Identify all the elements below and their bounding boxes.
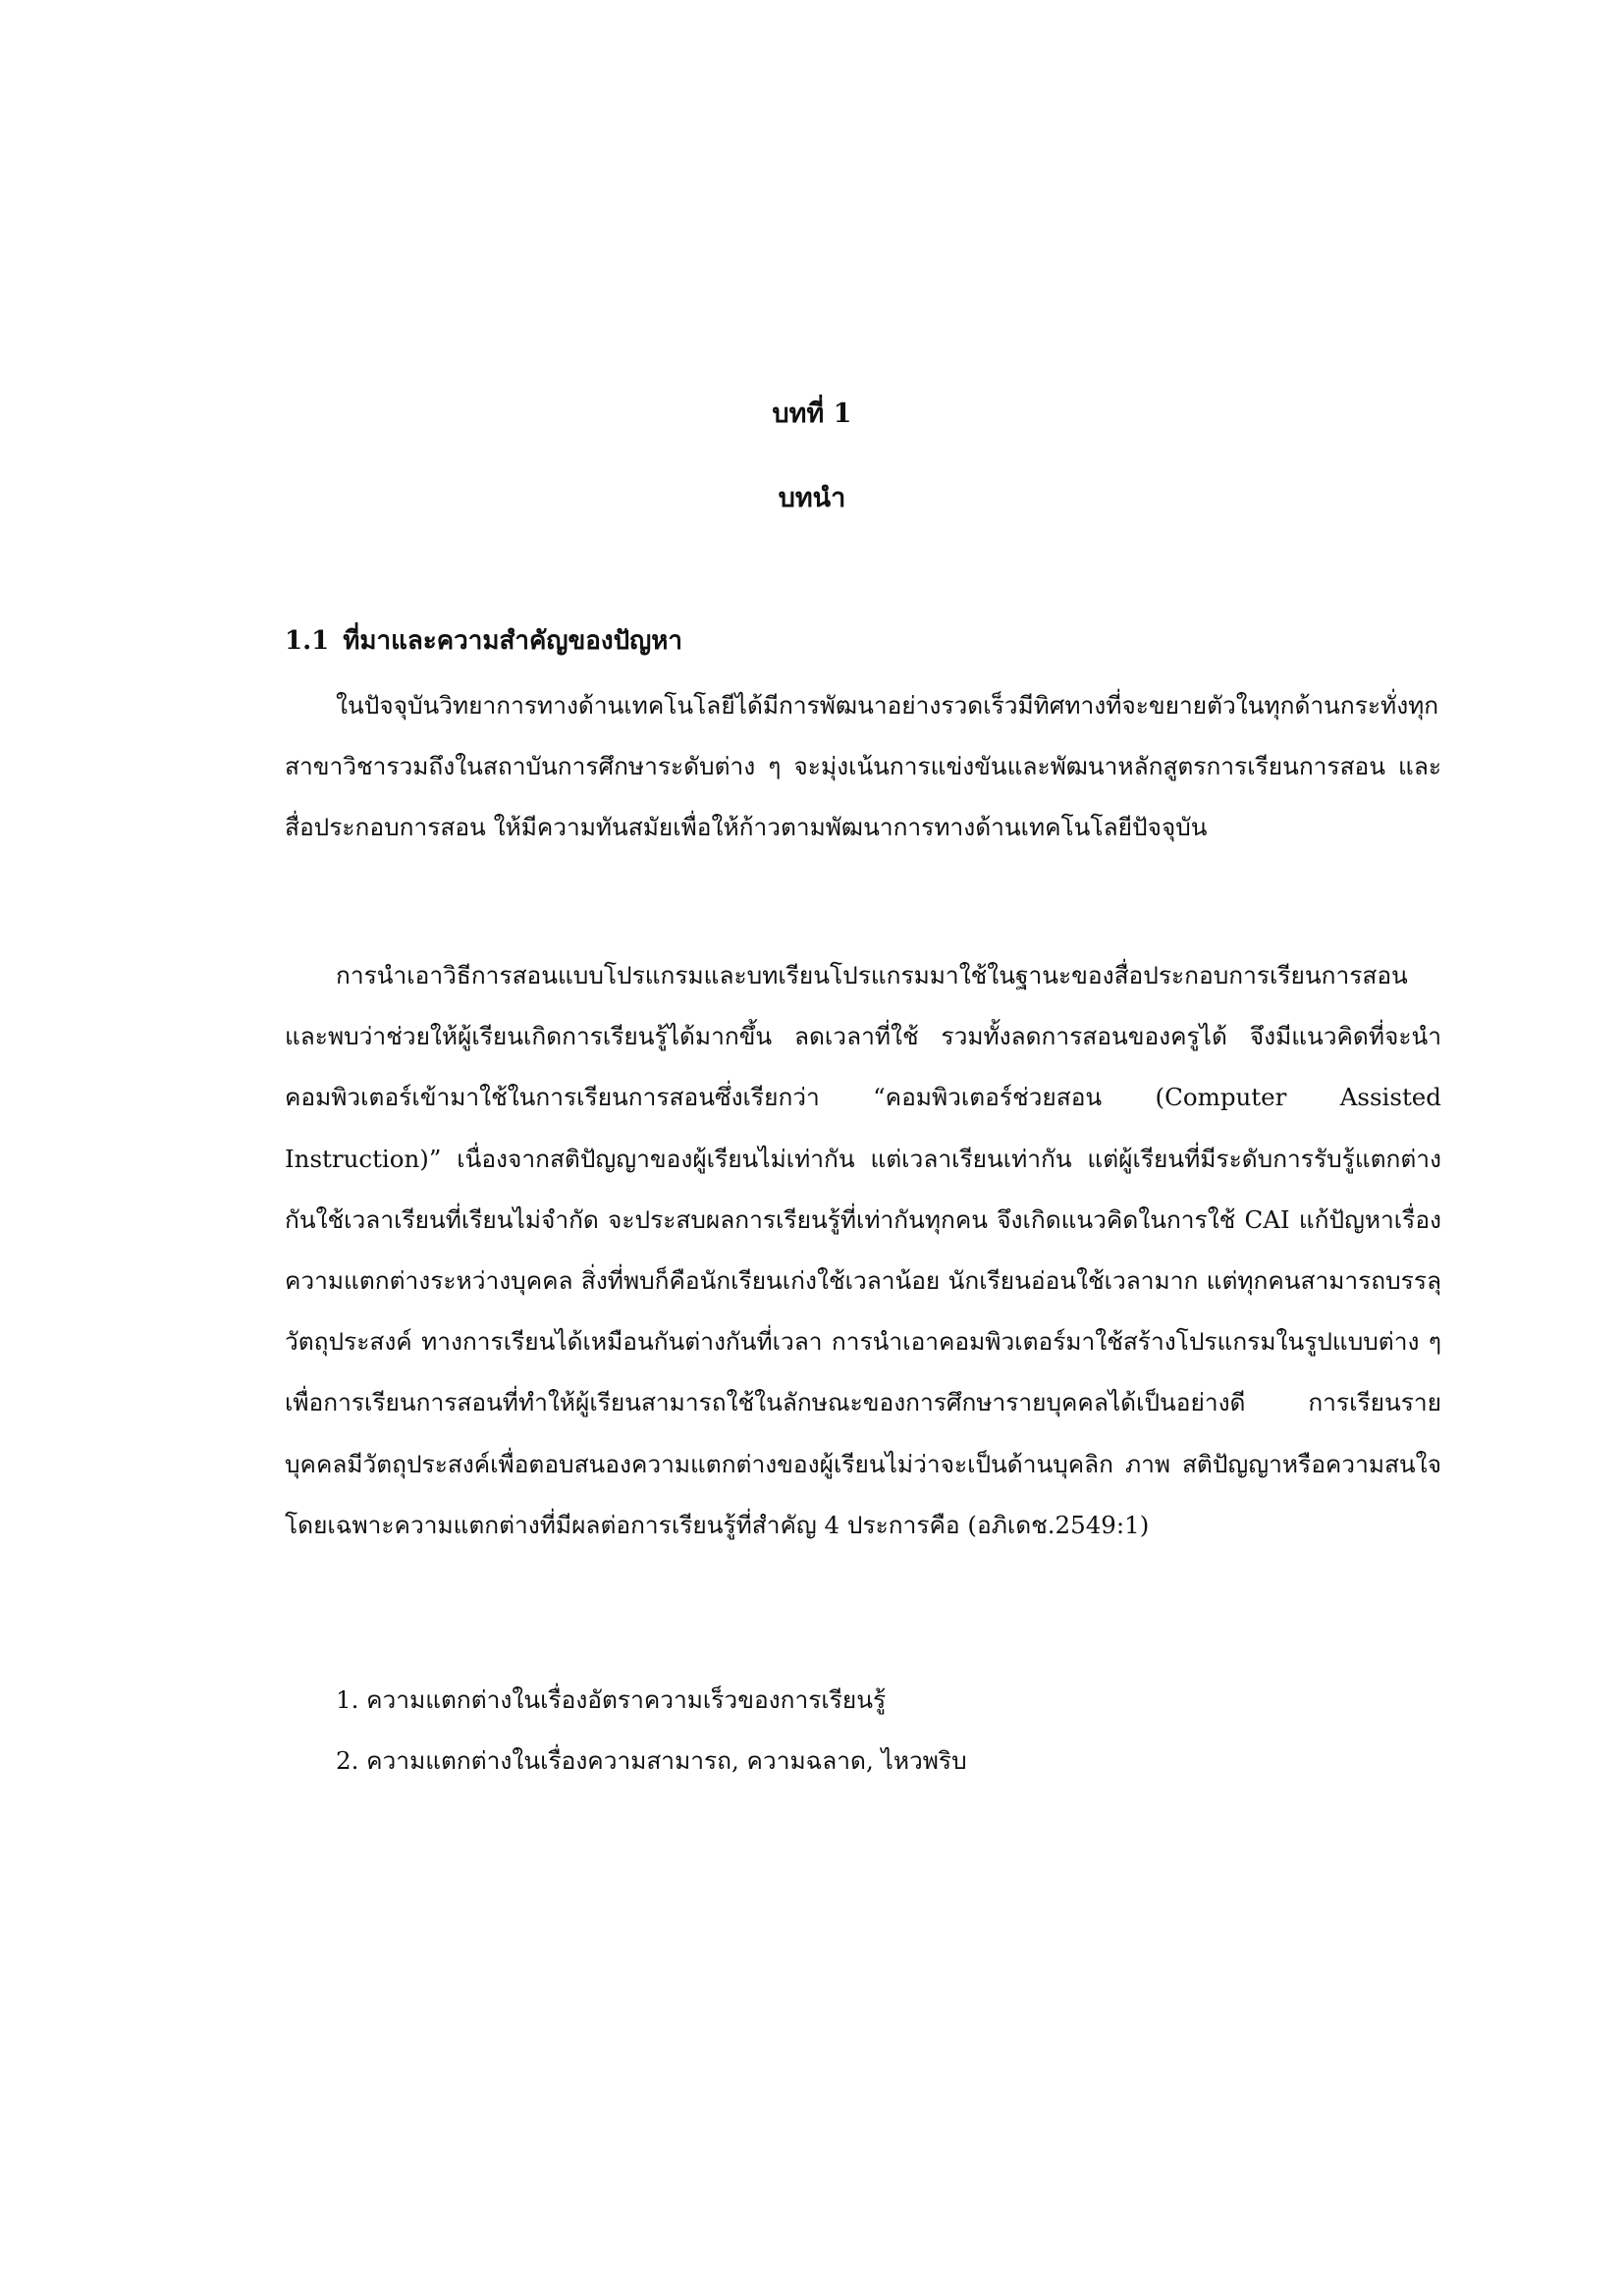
chapter-title: บทนำ [778,483,846,513]
list-item-1: 1. ความแตกต่างในเรื่องอัตราความเร็วของการเรียนรู้ [336,1685,887,1714]
section-heading [285,621,682,661]
chapter-number: บทที่ 1 [772,399,852,429]
section-title: ที่มาและความสำคัญของปัญหา [343,626,682,656]
paragraph-1: ในปัจจุบันวิทยาการทางด้านเทคโนโลยีได้มีการพัฒนาอย่างรวดเร็วมีทิศทางที่จะขยายตัวในทุกด้านกระทั่งทุกสาขาวิชารวมถึงในสถาบันการศึกษาระดับต่าง ๆ จะมุ่งเน้นการแข่งขันและพัฒนาหลักสูตรการเรียนการสอน และสื่อประกอบการสอน ให้มีความทันสมัยเพื่อให้ก้าวตามพัฒนาการทางด้านเทคโนโลยีปัจจุบัน [285,691,1441,842]
section-number: 1.1 [285,626,330,656]
paragraph-2: การนำเอาวิธีการสอนแบบโปรแกรมและบทเรียนโปรแกรมมาใช้ในฐานะของสื่อประกอบการเรียนการสอน และพบว่าช่วยให้ผู้เรียนเกิดการเรียนรู้ได้มากขึ้น ลดเวลาที่ใช้ รวมทั้งลดการสอนของครูได้ จึงมีแนวคิดที่จะนำคอมพิวเตอร์เข้ามาใช้ในการเรียนการสอนซึ่งเรียกว่า “คอมพิวเตอร์ช่วยสอน (Computer Assisted Instruction)” เนื่องจากสติปัญญาของผู้เรียนไม่เท่ากัน แต่เวลาเรียนเท่ากัน แต่ผู้เรียนที่มีระดับการรับรู้แตกต่างกันใช้เวลาเรียนที่เรียนไม่จำกัด จะประสบผลการเรียนรู้ที่เท่ากันทุกคน จึงเกิดแนวคิดในการใช้ CAI แก้ปัญหาเรื่องความแตกต่างระหว่างบุคคล สิ่งที่พบก็คือนักเรียนเก่งใช้เวลาน้อย นักเรียนอ่อนใช้เวลามาก แต่ทุกคนสามารถบรรลุวัตถุประสงค์ ทางการเรียนได้เหมือนกันต่างกันที่เวลา การนำเอาคอมพิวเตอร์มาใช้สร้างโปรแกรมในรูปแบบต่าง ๆ เพื่อการเรียนการสอนที่ทำให้ผู้เรียนสามารถใช้ในลักษณะของการศึกษารายบุคคลได้เป็นอย่างดี การเรียนรายบุคคลมีวัตถุประสงค์เพื่อตอบสนองความแตกต่างของผู้เรียนไม่ว่าจะเป็นด้านบุคลิก ภาพ สติปัญญาหรือความสนใจ โดยเฉพาะความแตกต่างที่มีผลต่อการเรียนรู้ที่สำคัญ 4 ประการคือ (อภิเดช.2549:1) [285,961,1441,1539]
list-item-2: 2. ความแตกต่างในเรื่องความสามารถ, ความฉลาด, ไหวพริบ [336,1746,967,1775]
